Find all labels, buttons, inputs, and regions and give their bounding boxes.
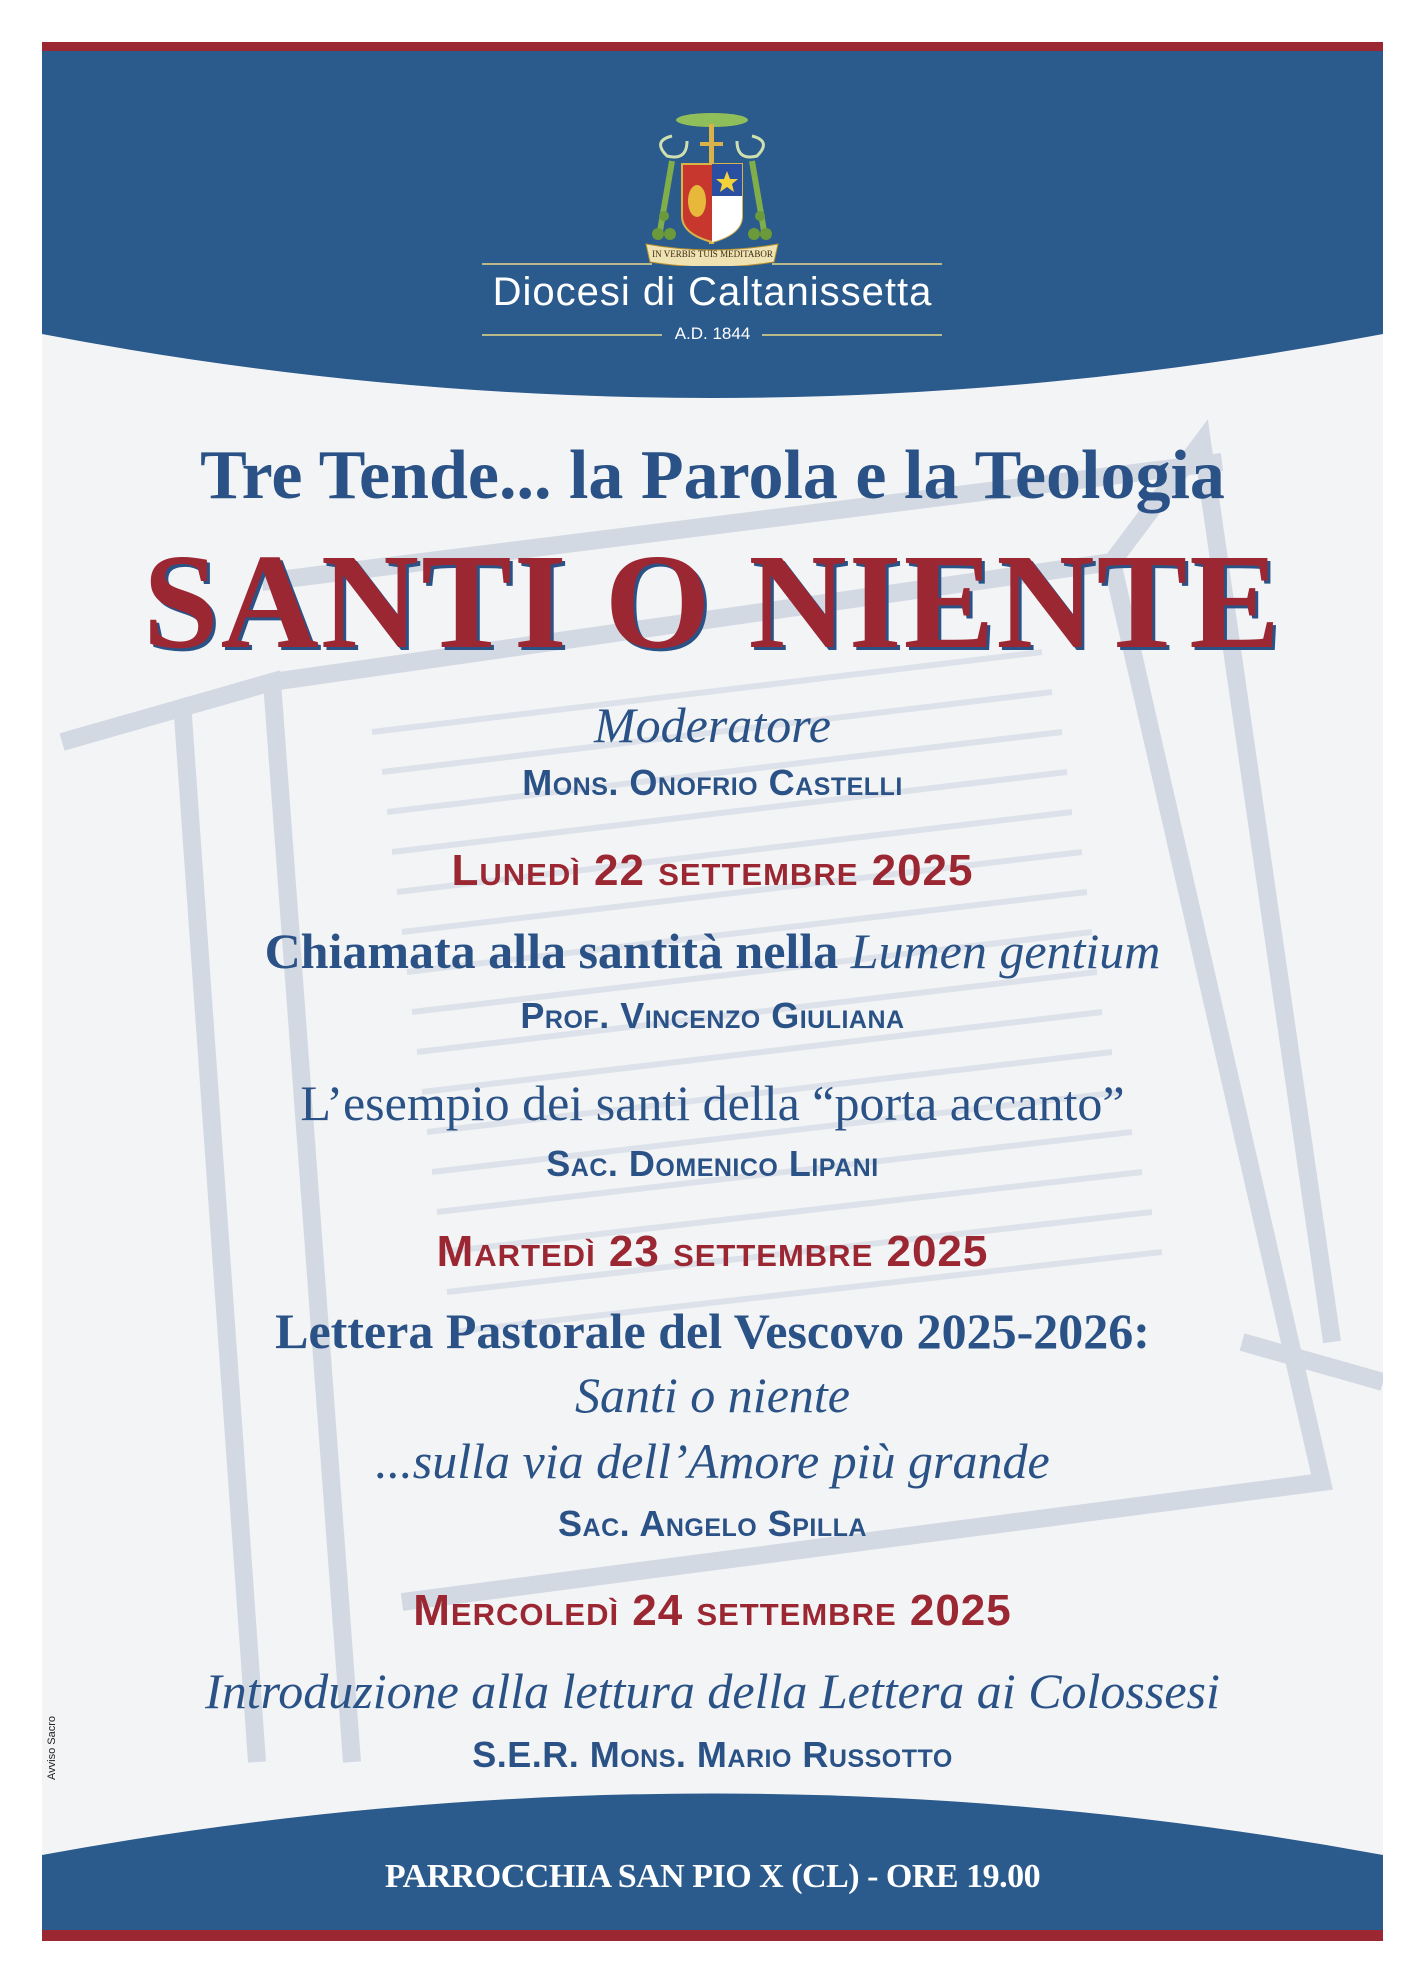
diocese-name: Diocesi di Caltanissetta (492, 270, 933, 314)
talk-4-speaker: S.E.R. Mons. Mario Russotto (472, 1734, 953, 1775)
talk-1-speaker: Prof. Vincenzo Giuliana (520, 995, 905, 1036)
day-3-date: Mercoledì 24 settembre 2025 (413, 1586, 1012, 1635)
talk-1-title: Chiamata alla santità nella Lumen gentium (264, 923, 1161, 979)
founded-year: A.D. 1844 (674, 324, 751, 343)
side-note: Avviso Sacro (46, 1716, 58, 1780)
talk-2-speaker: Sac. Domenico Lipani (546, 1143, 879, 1184)
talk-2-title: L’esempio dei santi della “porta accanto” (300, 1075, 1125, 1131)
talk-3-speaker: Sac. Angelo Spilla (558, 1503, 867, 1544)
moderator-label: Moderatore (594, 697, 831, 753)
top-red-stripe (42, 42, 1383, 51)
talk-3-title: Lettera Pastorale del Vescovo 2025-2026: (275, 1303, 1150, 1359)
venue-time: PARROCCHIA SAN PIO X (CL) - ORE 19.00 (384, 1858, 1041, 1895)
day-2-date: Martedì 23 settembre 2025 (436, 1227, 989, 1276)
series-title: Tre Tende... la Parola e la Teologia (200, 437, 1225, 514)
main-title: SANTI O NIENTE (143, 527, 1282, 677)
talk-4-title: Introduzione alla lettura della Lettera ai Colossesi (205, 1663, 1220, 1719)
poster (42, 42, 1383, 1941)
moderator-name: Mons. Onofrio Castelli (522, 762, 903, 803)
talk-3-subtitle-1: Santi o niente (575, 1367, 850, 1423)
talk-3-subtitle-2: ...sulla via dell’Amore più grande (375, 1433, 1050, 1489)
diocese-crest-logo (642, 106, 782, 266)
crest-motto: IN VERBIS TUIS MEDITABOR (652, 249, 773, 259)
day-1-date: Lunedì 22 settembre 2025 (451, 846, 974, 895)
bottom-red-stripe (42, 1930, 1383, 1941)
